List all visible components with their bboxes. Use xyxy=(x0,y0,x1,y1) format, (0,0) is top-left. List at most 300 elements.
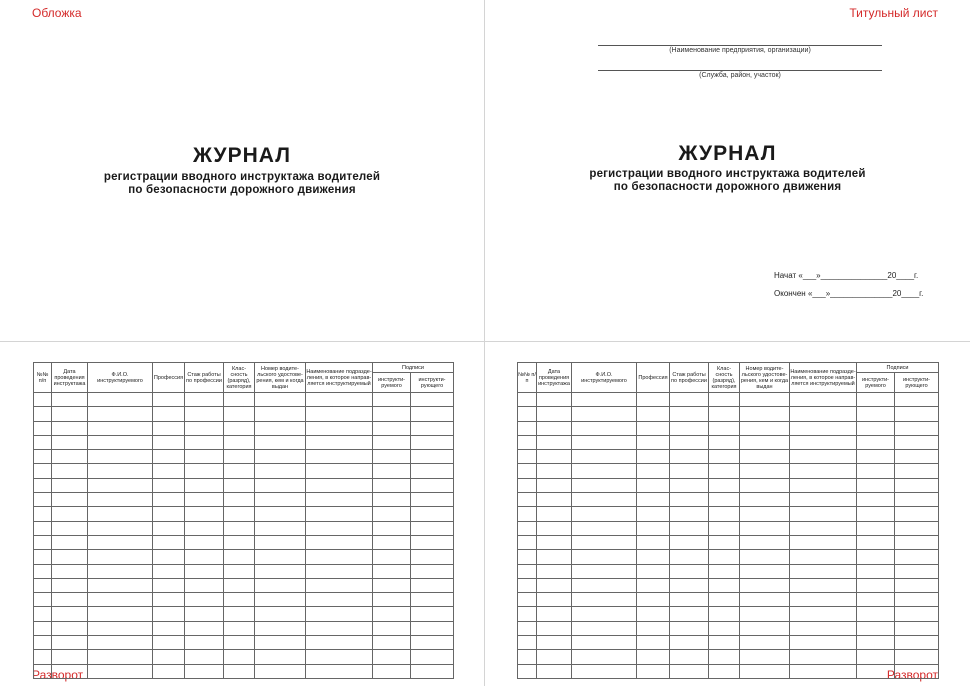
table-cell xyxy=(709,550,740,564)
header-profession: Профессия xyxy=(153,363,185,393)
table-cell xyxy=(255,621,306,635)
table-cell xyxy=(34,535,52,549)
table-cell xyxy=(637,393,670,407)
table-cell xyxy=(790,664,857,678)
table-cell xyxy=(895,650,939,664)
table-cell xyxy=(306,578,373,592)
table-cell xyxy=(670,593,709,607)
table-cell xyxy=(857,421,895,435)
table-cell xyxy=(572,450,637,464)
table-cell xyxy=(34,478,52,492)
table-cell xyxy=(411,564,454,578)
table-row xyxy=(518,621,939,635)
table-cell xyxy=(153,564,185,578)
table-cell xyxy=(88,493,153,507)
table-cell xyxy=(224,450,255,464)
header-department: Наименование подразде-ления, в которое направ-ляется инструктируемый xyxy=(790,363,857,393)
table-cell xyxy=(224,393,255,407)
table-row xyxy=(518,507,939,521)
table-cell xyxy=(185,636,224,650)
table-cell xyxy=(153,521,185,535)
table-cell xyxy=(306,493,373,507)
table-cell xyxy=(537,464,572,478)
table-cell xyxy=(572,636,637,650)
table-row xyxy=(34,664,454,678)
table-cell xyxy=(895,478,939,492)
table-cell xyxy=(895,407,939,421)
table-cell xyxy=(52,421,88,435)
table-cell xyxy=(857,636,895,650)
table-cell xyxy=(88,621,153,635)
table-cell xyxy=(790,650,857,664)
org-underline xyxy=(598,45,882,46)
table-cell xyxy=(373,636,411,650)
table-cell xyxy=(153,535,185,549)
table-cell xyxy=(709,421,740,435)
org-caption: (Наименование предприятия, организации) xyxy=(669,47,811,54)
table-cell xyxy=(153,478,185,492)
table-cell xyxy=(740,450,790,464)
table-cell xyxy=(306,478,373,492)
table-cell xyxy=(411,450,454,464)
table-cell xyxy=(88,478,153,492)
table-row xyxy=(34,564,454,578)
table-cell xyxy=(34,636,52,650)
table-cell xyxy=(518,521,537,535)
table-cell xyxy=(52,636,88,650)
table-cell xyxy=(790,521,857,535)
table-cell xyxy=(537,607,572,621)
table-cell xyxy=(790,636,857,650)
table-cell xyxy=(224,564,255,578)
table-cell xyxy=(373,464,411,478)
table-cell xyxy=(895,664,939,678)
table-cell xyxy=(572,593,637,607)
table-cell xyxy=(740,407,790,421)
table-cell xyxy=(537,664,572,678)
table-cell xyxy=(670,550,709,564)
log-table-left xyxy=(33,362,454,679)
table-cell xyxy=(255,450,306,464)
table-cell xyxy=(670,493,709,507)
table-cell xyxy=(88,421,153,435)
table-cell xyxy=(52,550,88,564)
header-num: №№ п/п xyxy=(34,363,52,393)
table-cell xyxy=(572,407,637,421)
header-fio: Ф.И.О. инструктируемого xyxy=(572,363,637,393)
cover-label: Обложка xyxy=(32,6,82,20)
table-cell xyxy=(709,521,740,535)
table-row xyxy=(34,607,454,621)
header-sig-instructor: инструкти-рующего xyxy=(895,373,939,393)
table-cell xyxy=(895,607,939,621)
table-cell xyxy=(670,407,709,421)
table-cell xyxy=(518,578,537,592)
table-cell xyxy=(34,507,52,521)
table-cell xyxy=(637,407,670,421)
table-cell xyxy=(34,593,52,607)
header-profession: Профессия xyxy=(637,363,670,393)
table-cell xyxy=(518,421,537,435)
table-cell xyxy=(857,564,895,578)
table-cell xyxy=(857,650,895,664)
table-cell xyxy=(224,435,255,449)
table-row xyxy=(518,464,939,478)
table-cell xyxy=(373,564,411,578)
table-cell xyxy=(224,421,255,435)
table-cell xyxy=(185,464,224,478)
header-sig-instructor: инструкти-рующего xyxy=(411,373,454,393)
table-cell xyxy=(790,621,857,635)
table-cell xyxy=(637,450,670,464)
table-cell xyxy=(637,664,670,678)
table-cell xyxy=(153,407,185,421)
horizontal-page-divider xyxy=(0,341,970,342)
table-cell xyxy=(153,650,185,664)
table-cell xyxy=(637,621,670,635)
table-cell xyxy=(537,393,572,407)
table-cell xyxy=(709,636,740,650)
table-cell xyxy=(88,535,153,549)
table-cell xyxy=(790,493,857,507)
table-cell xyxy=(306,664,373,678)
table-cell xyxy=(185,478,224,492)
header-date: Дата проведения инструктажа xyxy=(537,363,572,393)
table-cell xyxy=(790,593,857,607)
table-cell xyxy=(411,621,454,635)
table-cell xyxy=(373,664,411,678)
table-cell xyxy=(790,550,857,564)
table-cell xyxy=(537,564,572,578)
table-cell xyxy=(857,450,895,464)
table-cell xyxy=(224,593,255,607)
table-cell xyxy=(88,650,153,664)
table-cell xyxy=(895,493,939,507)
table-cell xyxy=(411,535,454,549)
service-caption: (Служба, район, участок) xyxy=(699,72,781,79)
table-row xyxy=(518,407,939,421)
header-license: Номер водите-льского удостове-рения, кем и когда выдан xyxy=(255,363,306,393)
table-cell xyxy=(895,393,939,407)
table-cell xyxy=(185,578,224,592)
table-cell xyxy=(411,578,454,592)
table-cell xyxy=(637,578,670,592)
table-cell xyxy=(88,593,153,607)
table-cell xyxy=(88,578,153,592)
table-cell xyxy=(255,650,306,664)
table-cell xyxy=(857,478,895,492)
table-cell xyxy=(709,607,740,621)
table-cell xyxy=(224,507,255,521)
table-cell xyxy=(373,393,411,407)
table-cell xyxy=(709,435,740,449)
table-cell xyxy=(373,578,411,592)
table-cell xyxy=(34,550,52,564)
table-cell xyxy=(185,564,224,578)
table-cell xyxy=(411,521,454,535)
table-cell xyxy=(255,564,306,578)
title-page-label: Титульный лист xyxy=(849,6,938,20)
table-cell xyxy=(857,535,895,549)
table-cell xyxy=(153,636,185,650)
table-cell xyxy=(224,493,255,507)
table-cell xyxy=(740,507,790,521)
spread-label-left: Разворот xyxy=(32,668,84,682)
table-cell xyxy=(740,478,790,492)
table-row xyxy=(34,493,454,507)
header-fio: Ф.И.О. инструктируемого xyxy=(88,363,153,393)
table-cell xyxy=(373,521,411,535)
table-cell xyxy=(537,636,572,650)
table-cell xyxy=(185,407,224,421)
table-cell xyxy=(572,521,637,535)
started-date: Начат «___»_______________20____г. xyxy=(774,271,919,280)
table-cell xyxy=(740,564,790,578)
table-cell xyxy=(572,507,637,521)
table-cell xyxy=(740,650,790,664)
table-cell xyxy=(224,621,255,635)
table-cell xyxy=(153,550,185,564)
table-row xyxy=(518,593,939,607)
cover-subtitle-line1: регистрации вводного инструктажа водителей xyxy=(103,171,381,183)
table-cell xyxy=(670,664,709,678)
table-row xyxy=(34,464,454,478)
table-cell xyxy=(373,607,411,621)
table-cell xyxy=(895,421,939,435)
table-cell xyxy=(373,550,411,564)
table-cell xyxy=(52,393,88,407)
table-cell xyxy=(224,521,255,535)
table-row xyxy=(518,393,939,407)
table-cell xyxy=(306,607,373,621)
table-cell xyxy=(185,607,224,621)
table-cell xyxy=(790,393,857,407)
header-license: Номер водите-льского удостове-рения, кем и когда выдан xyxy=(740,363,790,393)
table-cell xyxy=(740,493,790,507)
table-cell xyxy=(537,535,572,549)
table-cell xyxy=(572,621,637,635)
table-cell xyxy=(153,578,185,592)
table-cell xyxy=(790,407,857,421)
table-cell xyxy=(255,464,306,478)
table-cell xyxy=(537,621,572,635)
table-cell xyxy=(790,578,857,592)
table-cell xyxy=(895,593,939,607)
header-experience: Стаж работы по профессии xyxy=(670,363,709,393)
service-underline xyxy=(598,70,882,71)
table-cell xyxy=(709,393,740,407)
table-cell xyxy=(411,650,454,664)
table-cell xyxy=(670,564,709,578)
table-cell xyxy=(306,650,373,664)
table-cell xyxy=(537,435,572,449)
table-cell xyxy=(572,393,637,407)
table-cell xyxy=(857,621,895,635)
cover-subtitle-line2: по безопасности дорожного движения xyxy=(128,184,356,196)
table-cell xyxy=(740,636,790,650)
table-cell xyxy=(88,507,153,521)
table-cell xyxy=(518,493,537,507)
table-cell xyxy=(255,407,306,421)
table-cell xyxy=(518,593,537,607)
header-sig-instructed: инструкти-руемого xyxy=(857,373,895,393)
table-cell xyxy=(637,464,670,478)
table-cell xyxy=(52,435,88,449)
header-class: Клас-сность (разряд), категория xyxy=(224,363,255,393)
table-cell xyxy=(740,621,790,635)
table-cell xyxy=(224,636,255,650)
table-cell xyxy=(88,407,153,421)
table-cell xyxy=(895,507,939,521)
table-cell xyxy=(740,607,790,621)
table-cell xyxy=(255,435,306,449)
table-cell xyxy=(790,435,857,449)
table-row xyxy=(34,636,454,650)
table-cell xyxy=(411,550,454,564)
spread-label-right: Разворот xyxy=(886,668,938,682)
table-cell xyxy=(895,550,939,564)
table-cell xyxy=(670,535,709,549)
table-cell xyxy=(153,507,185,521)
table-cell xyxy=(740,464,790,478)
table-row xyxy=(518,435,939,449)
table-cell xyxy=(306,393,373,407)
table-cell xyxy=(34,421,52,435)
table-cell xyxy=(790,464,857,478)
table-cell xyxy=(255,478,306,492)
table-cell xyxy=(185,550,224,564)
table-row xyxy=(518,578,939,592)
table-cell xyxy=(306,507,373,521)
table-cell xyxy=(709,407,740,421)
table-cell xyxy=(34,493,52,507)
table-cell xyxy=(185,593,224,607)
table-cell xyxy=(670,464,709,478)
table-cell xyxy=(185,621,224,635)
table-cell xyxy=(255,421,306,435)
table-cell xyxy=(34,435,52,449)
table-row xyxy=(518,493,939,507)
table-cell xyxy=(518,607,537,621)
table-cell xyxy=(709,493,740,507)
title-page-title: ЖУРНАЛ xyxy=(678,142,777,165)
table-cell xyxy=(857,578,895,592)
table-cell xyxy=(518,393,537,407)
table-cell xyxy=(895,535,939,549)
table-cell xyxy=(895,621,939,635)
table-cell xyxy=(537,650,572,664)
table-cell xyxy=(857,521,895,535)
table-cell xyxy=(411,607,454,621)
table-cell xyxy=(740,421,790,435)
table-cell xyxy=(895,564,939,578)
table-cell xyxy=(709,664,740,678)
table-row xyxy=(518,421,939,435)
table-cell xyxy=(88,450,153,464)
table-cell xyxy=(518,478,537,492)
table-cell xyxy=(709,578,740,592)
table-cell xyxy=(670,478,709,492)
table-row xyxy=(34,650,454,664)
table-row xyxy=(518,535,939,549)
table-cell xyxy=(373,407,411,421)
table-cell xyxy=(52,535,88,549)
table-cell xyxy=(670,636,709,650)
table-cell xyxy=(857,464,895,478)
table-cell xyxy=(537,478,572,492)
table-cell xyxy=(411,407,454,421)
table-cell xyxy=(670,578,709,592)
table-cell xyxy=(373,593,411,607)
table-cell xyxy=(185,521,224,535)
header-signatures: Подписи xyxy=(373,363,454,373)
header-sig-instructed: инструкти-руемого xyxy=(373,373,411,393)
table-cell xyxy=(153,421,185,435)
table-cell xyxy=(255,507,306,521)
table-cell xyxy=(411,493,454,507)
table-cell xyxy=(790,535,857,549)
table-cell xyxy=(34,393,52,407)
table-cell xyxy=(518,450,537,464)
table-cell xyxy=(306,593,373,607)
table-cell xyxy=(518,650,537,664)
table-cell xyxy=(52,650,88,664)
table-cell xyxy=(52,578,88,592)
header-signatures: Подписи xyxy=(857,363,939,373)
table-cell xyxy=(411,664,454,678)
table-cell xyxy=(572,607,637,621)
table-cell xyxy=(572,578,637,592)
table-cell xyxy=(857,607,895,621)
header-class: Клас-сность (разряд), категория xyxy=(709,363,740,393)
table-cell xyxy=(572,550,637,564)
table-cell xyxy=(709,478,740,492)
table-cell xyxy=(153,393,185,407)
table-cell xyxy=(572,664,637,678)
table-cell xyxy=(373,478,411,492)
table-row xyxy=(34,478,454,492)
vertical-page-divider xyxy=(484,0,485,686)
table-cell xyxy=(709,564,740,578)
table-cell xyxy=(411,636,454,650)
table-cell xyxy=(537,407,572,421)
table-cell xyxy=(572,564,637,578)
table-cell xyxy=(52,564,88,578)
table-cell xyxy=(88,550,153,564)
table-row xyxy=(518,521,939,535)
table-cell xyxy=(518,564,537,578)
table-cell xyxy=(306,636,373,650)
table-row xyxy=(34,421,454,435)
table-cell xyxy=(88,521,153,535)
table-row xyxy=(34,507,454,521)
table-cell xyxy=(518,621,537,635)
table-cell xyxy=(255,550,306,564)
header-experience: Стаж работы по профессии xyxy=(185,363,224,393)
title-page-subtitle-line1: регистрации вводного инструктажа водителей xyxy=(589,168,866,180)
table-cell xyxy=(518,550,537,564)
table-cell xyxy=(52,493,88,507)
table-cell xyxy=(224,578,255,592)
table-cell xyxy=(895,435,939,449)
table-cell xyxy=(185,664,224,678)
table-cell xyxy=(857,593,895,607)
table-cell xyxy=(34,407,52,421)
table-cell xyxy=(790,564,857,578)
table-cell xyxy=(740,578,790,592)
table-cell xyxy=(895,450,939,464)
table-cell xyxy=(518,507,537,521)
